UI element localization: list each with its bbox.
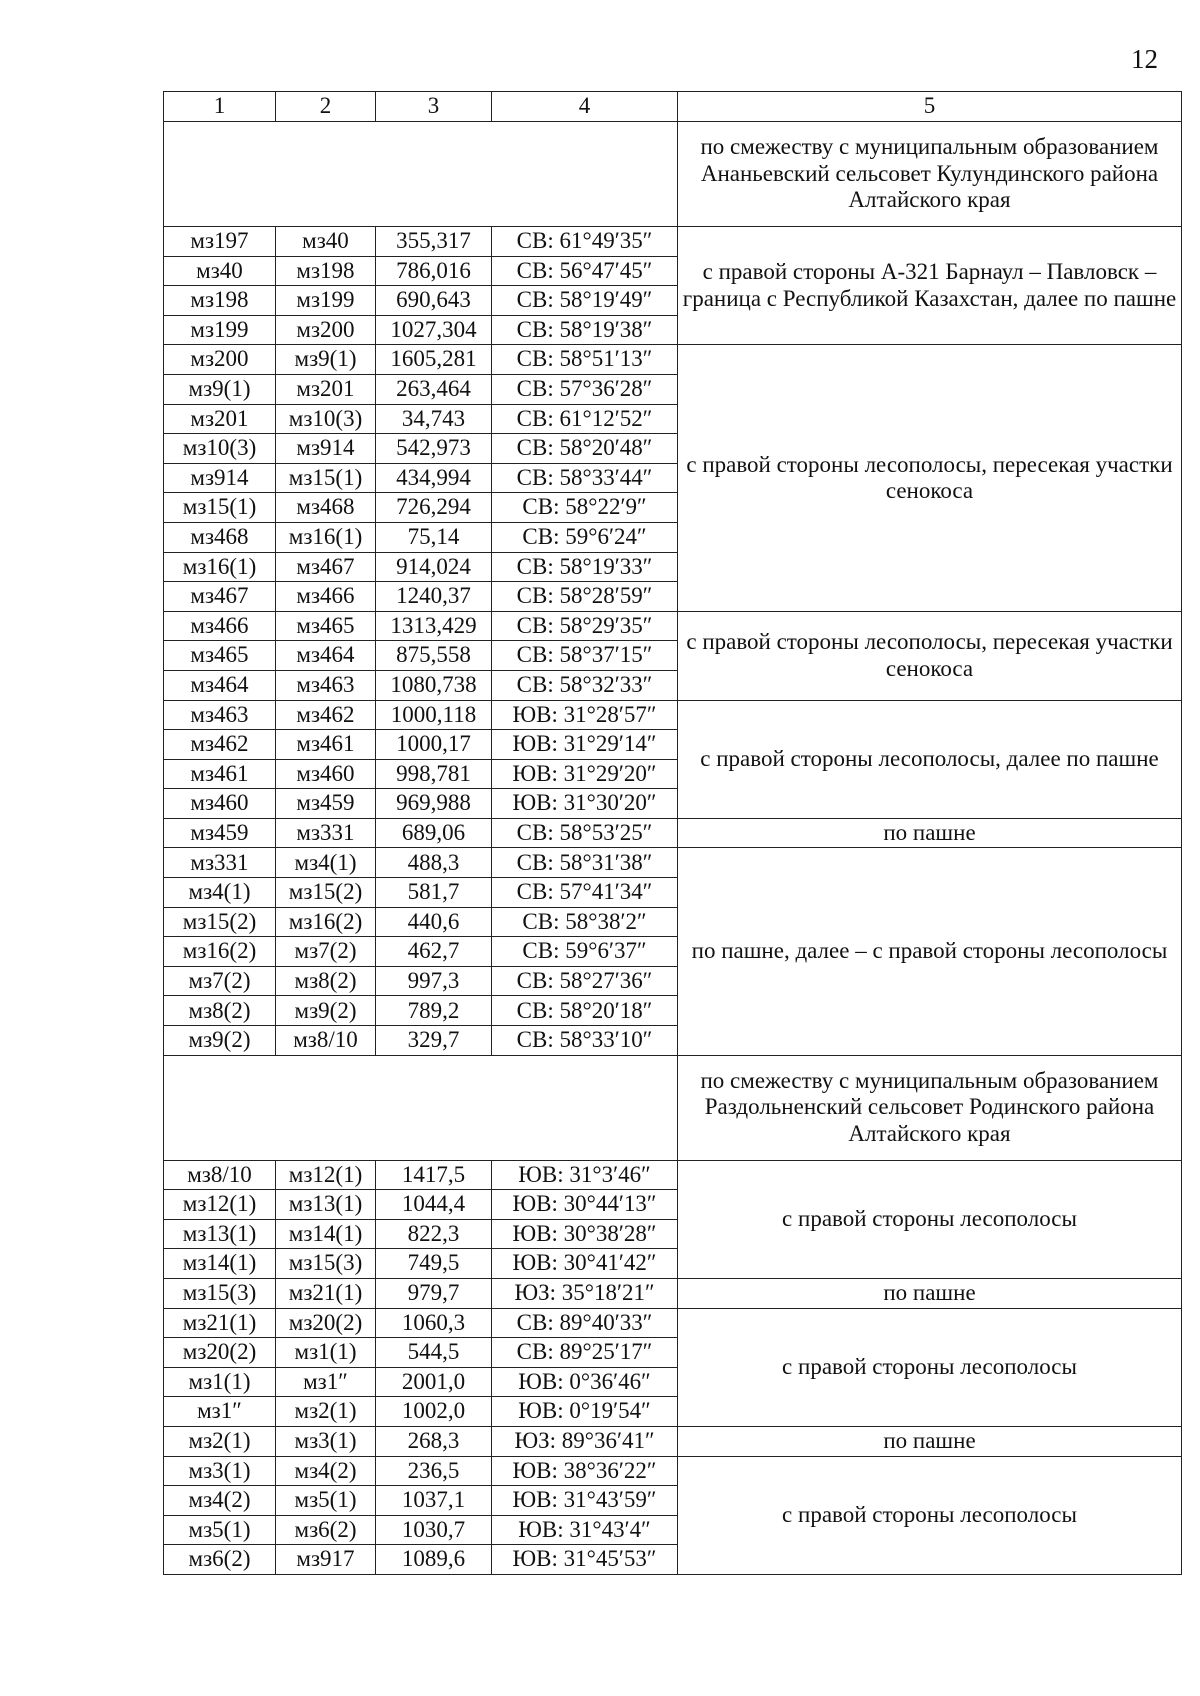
- end-point-cell: мз468: [276, 493, 376, 523]
- bearing-cell: СВ: 57°36′28″: [492, 374, 678, 404]
- end-point-cell: мз331: [276, 818, 376, 848]
- start-point-cell: мз2(1): [164, 1426, 276, 1456]
- table-row: [164, 1426, 1182, 1456]
- end-point-cell: мз200: [276, 315, 376, 345]
- end-point-cell: мз2(1): [276, 1397, 376, 1427]
- start-point-cell: мз14(1): [164, 1249, 276, 1279]
- length-cell: 997,3: [376, 966, 492, 996]
- end-point-cell: мз15(1): [276, 463, 376, 493]
- length-cell: 355,317: [376, 227, 492, 257]
- length-cell: 914,024: [376, 552, 492, 582]
- bearing-cell: ЮВ: 31°45′53″: [492, 1545, 678, 1575]
- bearing-cell: СВ: 58°33′10″: [492, 1026, 678, 1056]
- bearing-cell: СВ: 56°47′45″: [492, 256, 678, 286]
- table-row: [164, 1456, 1182, 1486]
- boundary-description: с правой стороны лесополосы: [678, 1456, 1182, 1574]
- bearing-cell: СВ: 57°41′34″: [492, 878, 678, 908]
- start-point-cell: мз464: [164, 670, 276, 700]
- start-point-cell: мз462: [164, 730, 276, 760]
- bearing-cell: ЮВ: 31°30′20″: [492, 789, 678, 819]
- bearing-cell: ЮВ: 31°29′14″: [492, 730, 678, 760]
- end-point-cell: мз20(2): [276, 1308, 376, 1338]
- end-point-cell: мз21(1): [276, 1279, 376, 1309]
- bearing-cell: СВ: 61°49′35″: [492, 227, 678, 257]
- bearing-cell: ЮВ: 31°29′20″: [492, 759, 678, 789]
- end-point-cell: мз40: [276, 227, 376, 257]
- length-cell: 969,988: [376, 789, 492, 819]
- length-cell: 75,14: [376, 522, 492, 552]
- bearing-cell: ЮЗ: 89°36′41″: [492, 1426, 678, 1456]
- end-point-cell: мз8/10: [276, 1026, 376, 1056]
- start-point-cell: мз199: [164, 315, 276, 345]
- boundary-description: с правой стороны А-321 Барнаул – Павловск – граница с Республикой Казахстан, далее по пашне: [678, 227, 1182, 345]
- end-point-cell: мз4(1): [276, 848, 376, 878]
- length-cell: 488,3: [376, 848, 492, 878]
- start-point-cell: мз5(1): [164, 1515, 276, 1545]
- length-cell: 1240,37: [376, 582, 492, 612]
- bearing-cell: СВ: 58°19′38″: [492, 315, 678, 345]
- length-cell: 542,973: [376, 434, 492, 464]
- bearing-cell: СВ: 58°37′15″: [492, 641, 678, 671]
- start-point-cell: мз1(1): [164, 1367, 276, 1397]
- boundary-description: с правой стороны лесополосы: [678, 1308, 1182, 1426]
- end-point-cell: мз463: [276, 670, 376, 700]
- length-cell: 1044,4: [376, 1190, 492, 1220]
- length-cell: 263,464: [376, 374, 492, 404]
- bearing-cell: СВ: 58°31′38″: [492, 848, 678, 878]
- section-heading-row: [164, 1055, 1182, 1160]
- table-row: [164, 1160, 1182, 1190]
- bearing-cell: ЮВ: 31°43′4″: [492, 1515, 678, 1545]
- table-body: [164, 122, 1182, 1575]
- end-point-cell: мз459: [276, 789, 376, 819]
- end-point-cell: мз461: [276, 730, 376, 760]
- boundary-table: [163, 91, 1182, 1575]
- start-point-cell: мз13(1): [164, 1219, 276, 1249]
- start-point-cell: мз4(1): [164, 878, 276, 908]
- bearing-cell: СВ: 61°12′52″: [492, 404, 678, 434]
- start-point-cell: мз21(1): [164, 1308, 276, 1338]
- length-cell: 440,6: [376, 907, 492, 937]
- end-point-cell: мз13(1): [276, 1190, 376, 1220]
- end-point-cell: мз15(3): [276, 1249, 376, 1279]
- table-row: [164, 1279, 1182, 1309]
- start-point-cell: мз12(1): [164, 1190, 276, 1220]
- start-point-cell: мз40: [164, 256, 276, 286]
- bearing-cell: СВ: 58°28′59″: [492, 582, 678, 612]
- length-cell: 1000,118: [376, 700, 492, 730]
- end-point-cell: мз15(2): [276, 878, 376, 908]
- length-cell: 544,5: [376, 1338, 492, 1368]
- bearing-cell: СВ: 58°51′13″: [492, 345, 678, 375]
- table-row: [164, 227, 1182, 257]
- length-cell: 34,743: [376, 404, 492, 434]
- start-point-cell: мз4(2): [164, 1486, 276, 1516]
- length-cell: 1417,5: [376, 1160, 492, 1190]
- page-number: 12: [1131, 44, 1158, 74]
- bearing-cell: ЮВ: 38°36′22″: [492, 1456, 678, 1486]
- start-point-cell: мз200: [164, 345, 276, 375]
- bearing-cell: СВ: 58°33′44″: [492, 463, 678, 493]
- boundary-description: с правой стороны лесополосы, пересекая участки сенокоса: [678, 611, 1182, 700]
- end-point-cell: мз14(1): [276, 1219, 376, 1249]
- end-point-cell: мз198: [276, 256, 376, 286]
- section-heading: по смежеству с муниципальным образованием Ананьевский сельсовет Кулундинского района Алтайского края: [678, 122, 1182, 227]
- bearing-cell: ЮВ: 31°28′57″: [492, 700, 678, 730]
- start-point-cell: мз466: [164, 611, 276, 641]
- start-point-cell: мз8/10: [164, 1160, 276, 1190]
- start-point-cell: мз465: [164, 641, 276, 671]
- length-cell: 1605,281: [376, 345, 492, 375]
- length-cell: 1080,738: [376, 670, 492, 700]
- start-point-cell: мз15(1): [164, 493, 276, 523]
- end-point-cell: мз8(2): [276, 966, 376, 996]
- length-cell: 786,016: [376, 256, 492, 286]
- boundary-description: по пашне: [678, 1426, 1182, 1456]
- start-point-cell: мз197: [164, 227, 276, 257]
- bearing-cell: ЮВ: 30°41′42″: [492, 1249, 678, 1279]
- start-point-cell: мз6(2): [164, 1545, 276, 1575]
- end-point-cell: мз201: [276, 374, 376, 404]
- table-row: [164, 818, 1182, 848]
- bearing-cell: СВ: 58°19′49″: [492, 286, 678, 316]
- start-point-cell: мз331: [164, 848, 276, 878]
- bearing-cell: СВ: 58°20′18″: [492, 996, 678, 1026]
- bearing-cell: СВ: 59°6′24″: [492, 522, 678, 552]
- boundary-description: с правой стороны лесополосы: [678, 1160, 1182, 1278]
- empty-cell: [164, 122, 678, 227]
- end-point-cell: мз10(3): [276, 404, 376, 434]
- length-cell: 689,06: [376, 818, 492, 848]
- end-point-cell: мз12(1): [276, 1160, 376, 1190]
- start-point-cell: мз9(2): [164, 1026, 276, 1056]
- table-row: [164, 1308, 1182, 1338]
- start-point-cell: мз3(1): [164, 1456, 276, 1486]
- length-cell: 1037,1: [376, 1486, 492, 1516]
- length-cell: 462,7: [376, 937, 492, 967]
- start-point-cell: мз201: [164, 404, 276, 434]
- length-cell: 434,994: [376, 463, 492, 493]
- bearing-cell: СВ: 59°6′37″: [492, 937, 678, 967]
- length-cell: 822,3: [376, 1219, 492, 1249]
- end-point-cell: мз917: [276, 1545, 376, 1575]
- bearing-cell: СВ: 89°25′17″: [492, 1338, 678, 1368]
- section-heading-row: [164, 122, 1182, 227]
- bearing-cell: ЮВ: 30°38′28″: [492, 1219, 678, 1249]
- start-point-cell: мз459: [164, 818, 276, 848]
- bearing-cell: СВ: 58°27′36″: [492, 966, 678, 996]
- bearing-cell: СВ: 58°29′35″: [492, 611, 678, 641]
- length-cell: 2001,0: [376, 1367, 492, 1397]
- end-point-cell: мз6(2): [276, 1515, 376, 1545]
- start-point-cell: мз461: [164, 759, 276, 789]
- start-point-cell: мз1″: [164, 1397, 276, 1427]
- end-point-cell: мз9(2): [276, 996, 376, 1026]
- bearing-cell: ЮВ: 0°36′46″: [492, 1367, 678, 1397]
- length-cell: 581,7: [376, 878, 492, 908]
- end-point-cell: мз467: [276, 552, 376, 582]
- end-point-cell: мз5(1): [276, 1486, 376, 1516]
- section-heading: по смежеству с муниципальным образованием Раздольненский сельсовет Родинского района Алтайского края: [678, 1055, 1182, 1160]
- end-point-cell: мз7(2): [276, 937, 376, 967]
- start-point-cell: мз198: [164, 286, 276, 316]
- end-point-cell: мз9(1): [276, 345, 376, 375]
- start-point-cell: мз10(3): [164, 434, 276, 464]
- start-point-cell: мз8(2): [164, 996, 276, 1026]
- table-row: [164, 345, 1182, 375]
- end-point-cell: мз16(2): [276, 907, 376, 937]
- start-point-cell: мз914: [164, 463, 276, 493]
- boundary-description: по пашне: [678, 1279, 1182, 1309]
- start-point-cell: мз15(3): [164, 1279, 276, 1309]
- bearing-cell: СВ: 58°20′48″: [492, 434, 678, 464]
- table-row: [164, 700, 1182, 730]
- table-row: [164, 848, 1182, 878]
- start-point-cell: мз15(2): [164, 907, 276, 937]
- start-point-cell: мз7(2): [164, 966, 276, 996]
- bearing-cell: ЮЗ: 35°18′21″: [492, 1279, 678, 1309]
- start-point-cell: мз9(1): [164, 374, 276, 404]
- bearing-cell: СВ: 58°19′33″: [492, 552, 678, 582]
- boundary-description: с правой стороны лесополосы, далее по пашне: [678, 700, 1182, 818]
- start-point-cell: мз467: [164, 582, 276, 612]
- column-header: 5: [678, 92, 1182, 122]
- end-point-cell: мз1(1): [276, 1338, 376, 1368]
- empty-cell: [164, 1055, 678, 1160]
- length-cell: 789,2: [376, 996, 492, 1026]
- end-point-cell: мз199: [276, 286, 376, 316]
- length-cell: 268,3: [376, 1426, 492, 1456]
- column-header: 4: [492, 92, 678, 122]
- length-cell: 329,7: [376, 1026, 492, 1056]
- end-point-cell: мз464: [276, 641, 376, 671]
- start-point-cell: мз20(2): [164, 1338, 276, 1368]
- bearing-cell: ЮВ: 31°3′46″: [492, 1160, 678, 1190]
- length-cell: 1060,3: [376, 1308, 492, 1338]
- length-cell: 1027,304: [376, 315, 492, 345]
- length-cell: 1313,429: [376, 611, 492, 641]
- length-cell: 1030,7: [376, 1515, 492, 1545]
- boundary-description: по пашне: [678, 818, 1182, 848]
- bearing-cell: СВ: 89°40′33″: [492, 1308, 678, 1338]
- table-header-row: [164, 92, 1182, 122]
- start-point-cell: мз463: [164, 700, 276, 730]
- column-header: 3: [376, 92, 492, 122]
- end-point-cell: мз1″: [276, 1367, 376, 1397]
- bearing-cell: ЮВ: 30°44′13″: [492, 1190, 678, 1220]
- boundary-description: по пашне, далее – с правой стороны лесополосы: [678, 848, 1182, 1055]
- bearing-cell: СВ: 58°22′9″: [492, 493, 678, 523]
- bearing-cell: ЮВ: 0°19′54″: [492, 1397, 678, 1427]
- length-cell: 726,294: [376, 493, 492, 523]
- table-row: [164, 611, 1182, 641]
- bearing-cell: СВ: 58°53′25″: [492, 818, 678, 848]
- length-cell: 1000,17: [376, 730, 492, 760]
- end-point-cell: мз465: [276, 611, 376, 641]
- start-point-cell: мз16(2): [164, 937, 276, 967]
- bearing-cell: СВ: 58°32′33″: [492, 670, 678, 700]
- end-point-cell: мз914: [276, 434, 376, 464]
- end-point-cell: мз466: [276, 582, 376, 612]
- length-cell: 998,781: [376, 759, 492, 789]
- column-header: 2: [276, 92, 376, 122]
- length-cell: 1089,6: [376, 1545, 492, 1575]
- bearing-cell: ЮВ: 31°43′59″: [492, 1486, 678, 1516]
- end-point-cell: мз462: [276, 700, 376, 730]
- start-point-cell: мз468: [164, 522, 276, 552]
- column-header: 1: [164, 92, 276, 122]
- length-cell: 979,7: [376, 1279, 492, 1309]
- end-point-cell: мз3(1): [276, 1426, 376, 1456]
- length-cell: 875,558: [376, 641, 492, 671]
- start-point-cell: мз16(1): [164, 552, 276, 582]
- start-point-cell: мз460: [164, 789, 276, 819]
- length-cell: 749,5: [376, 1249, 492, 1279]
- length-cell: 690,643: [376, 286, 492, 316]
- boundary-description: с правой стороны лесополосы, пересекая участки сенокоса: [678, 345, 1182, 611]
- end-point-cell: мз460: [276, 759, 376, 789]
- length-cell: 236,5: [376, 1456, 492, 1486]
- end-point-cell: мз16(1): [276, 522, 376, 552]
- end-point-cell: мз4(2): [276, 1456, 376, 1486]
- length-cell: 1002,0: [376, 1397, 492, 1427]
- bearing-cell: СВ: 58°38′2″: [492, 907, 678, 937]
